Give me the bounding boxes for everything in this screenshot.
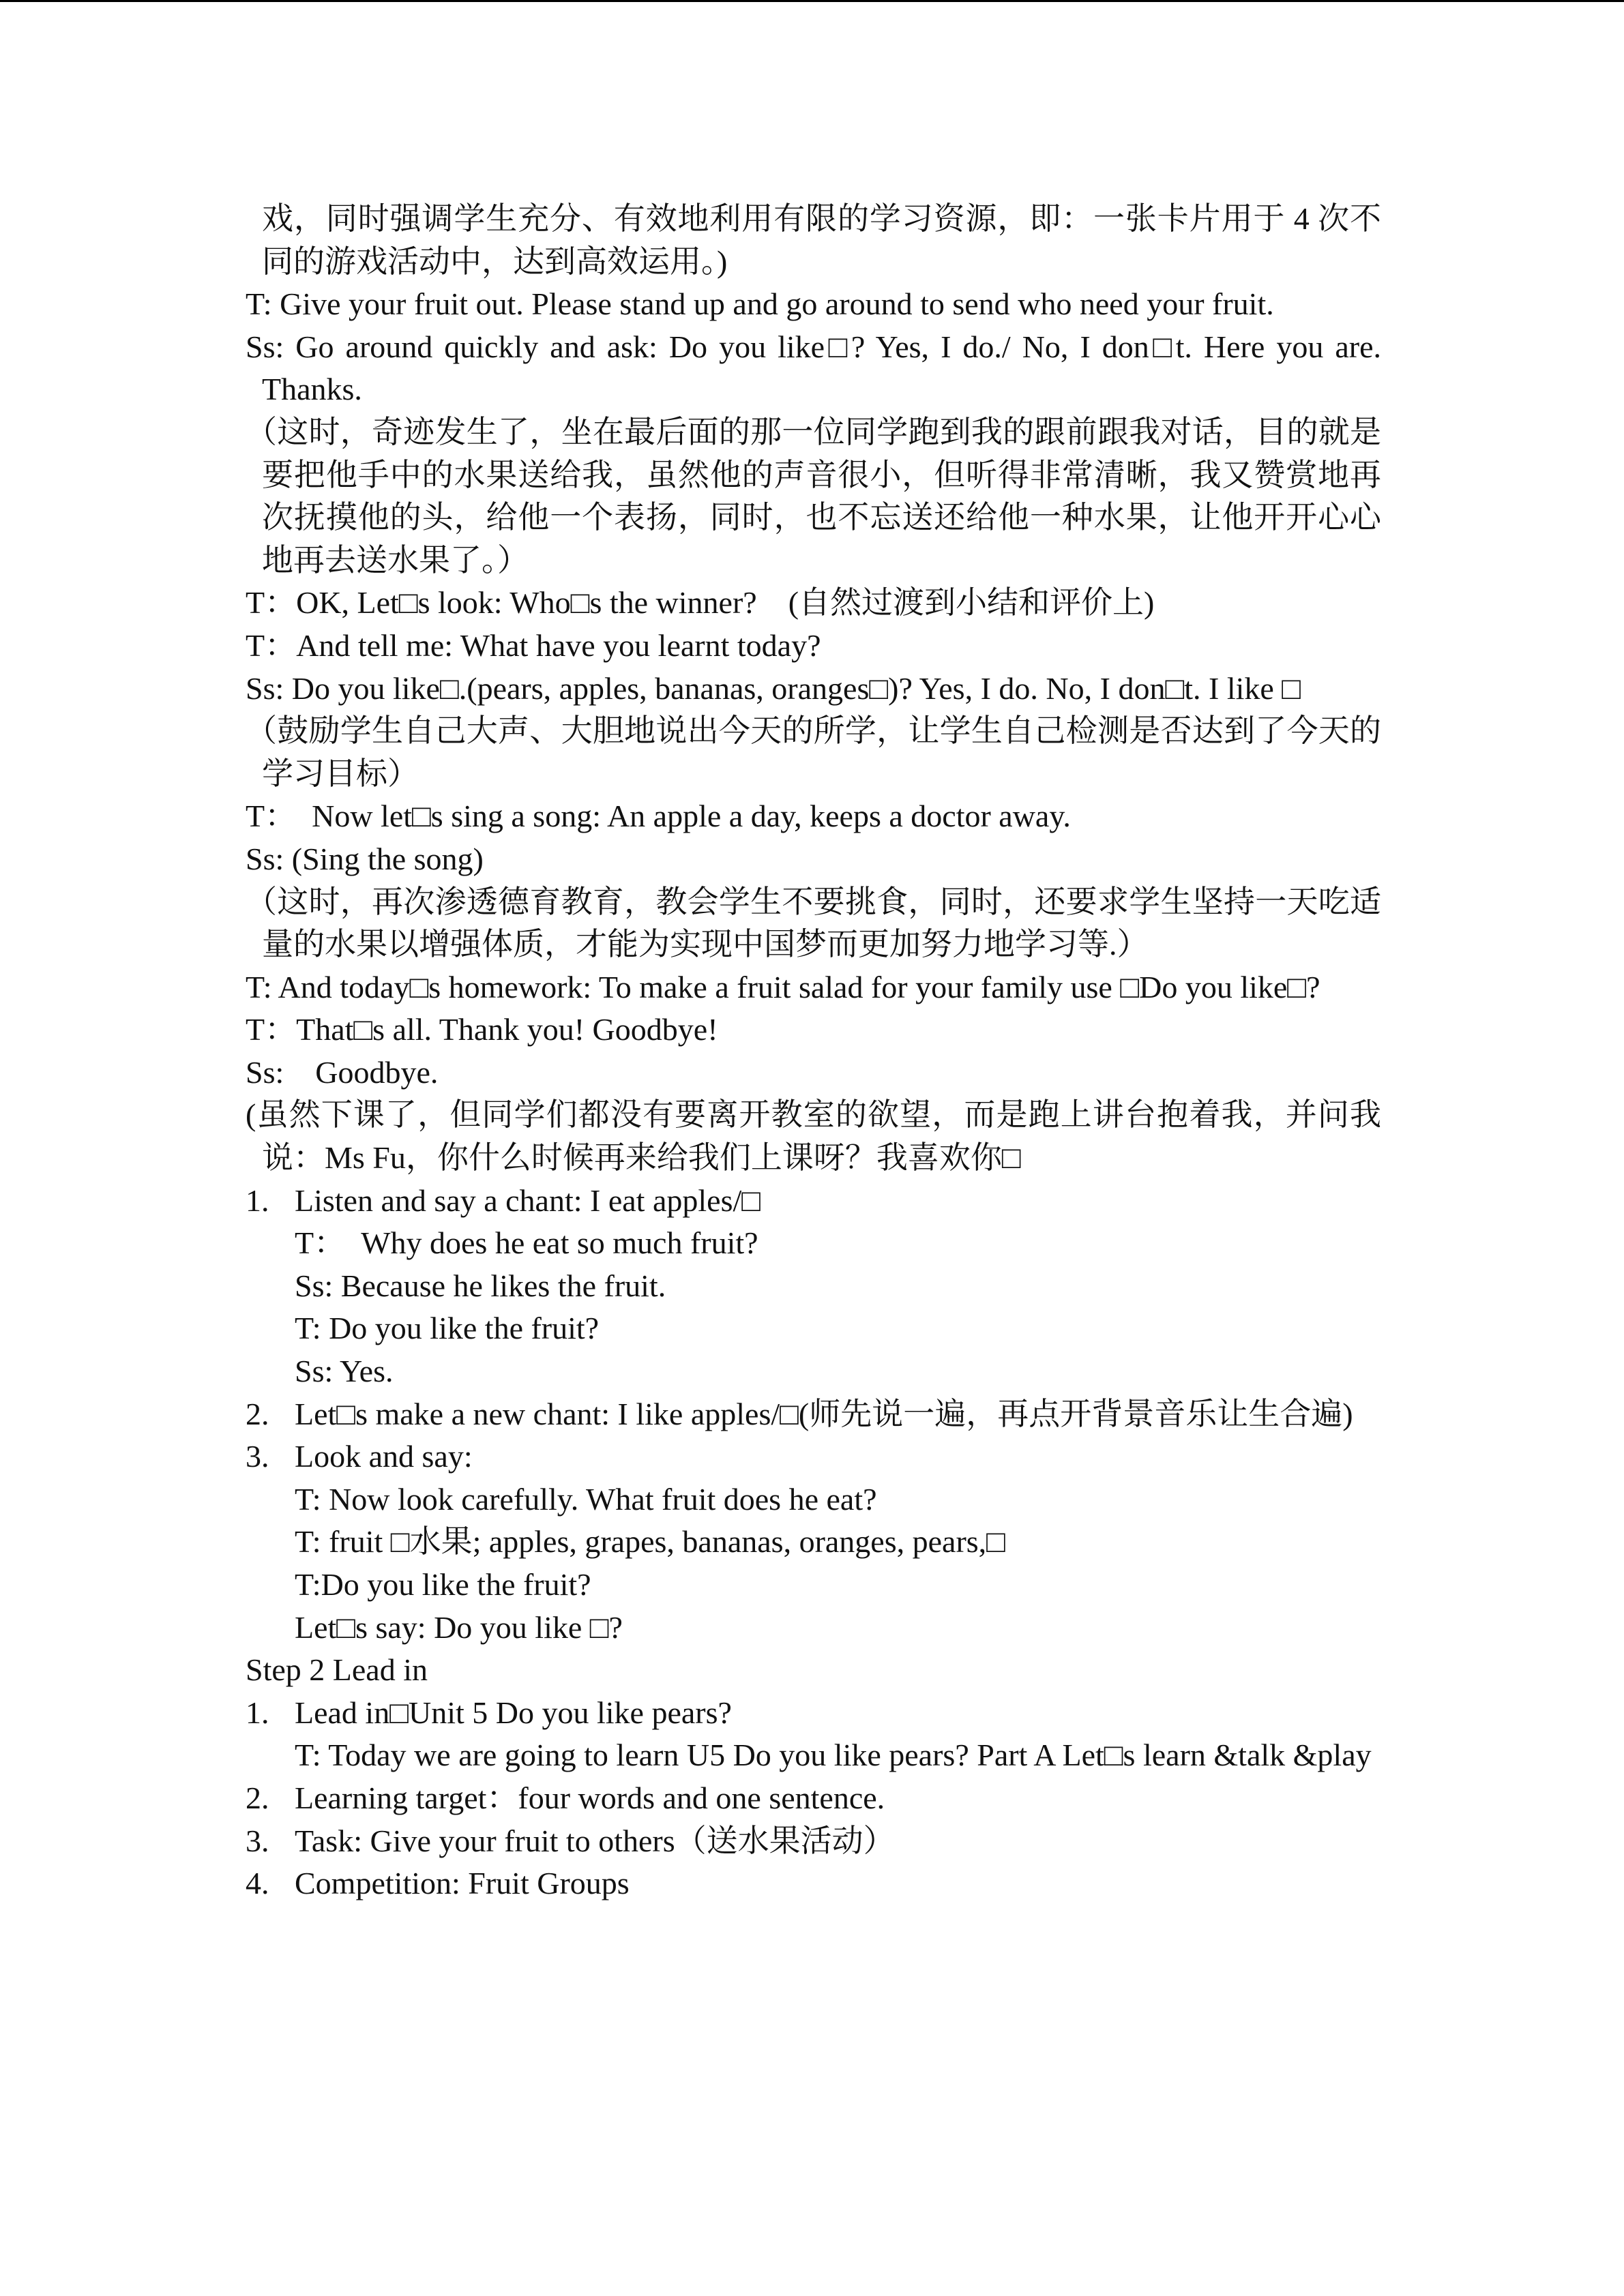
- dialogue-line: Let□s say: Do you like □?: [295, 1609, 623, 1645]
- list-number: 1.: [246, 1182, 269, 1218]
- dialogue-line: T: fruit □水果; apples, grapes, bananas, oranges, pears,□: [295, 1524, 1005, 1560]
- dialogue-line: Ss: Yes.: [295, 1354, 394, 1389]
- teacher-line-winner: T：OK, Let□s look: Who□s the winner? (自然过渡到小结和评价上): [246, 585, 1155, 621]
- list-item: [246, 1862, 1381, 1905]
- top-rule: [0, 0, 1624, 2]
- teacher-line-goodbye: T：That□s all. Thank you! Goodbye!: [246, 1012, 718, 1047]
- paragraph-continuation: 戏，同时强调学生充分、有效地利用有限的学习资源，即：一张卡片用于 4 次不同的游戏活动中，达到高效运用。): [262, 201, 1381, 279]
- list-text: Lead in□Unit 5 Do you like pears?: [295, 1695, 732, 1730]
- list-item: [246, 1820, 1381, 1863]
- students-line-do-you-like: Ss: Do you like□.(pears, apples, bananas, oranges□)? Yes, I do. No, I don□t. I like □: [246, 670, 1301, 706]
- document-page: [246, 198, 1381, 1905]
- list-text: Look and say:: [295, 1439, 473, 1474]
- dialogue-line: T： Why does he eat so much fruit?: [295, 1225, 758, 1261]
- dialogue-line: T:Do you like the fruit?: [295, 1567, 591, 1602]
- note-after-class: (虽然下课了，但同学们都没有要离开教室的欲望，而是跑上讲台抱着我，并问我说：Ms Fu，你什么时候再来给我们上课呀？我喜欢你□: [246, 1097, 1381, 1176]
- list-text: Listen and say a chant: I eat apples/□: [295, 1182, 761, 1218]
- list-number: 4.: [246, 1866, 269, 1901]
- list-item: [246, 1777, 1381, 1820]
- list-item: [246, 1435, 1381, 1478]
- list-item: [246, 1393, 1381, 1436]
- list-item: [246, 1180, 1381, 1223]
- students-line-sing: Ss: (Sing the song): [246, 841, 484, 876]
- dialogue-line: T: Do you like the fruit?: [295, 1311, 600, 1346]
- dialogue-line: T: Today we are going to learn U5 Do you like pears? Part A Let□s learn &talk &play: [295, 1738, 1372, 1773]
- dialogue-line: Ss: Because he likes the fruit.: [295, 1268, 666, 1303]
- list-number: 3.: [246, 1439, 269, 1474]
- teacher-line-song: T： Now let□s sing a song: An apple a day, keeps a doctor away.: [246, 799, 1071, 834]
- list-number: 2.: [246, 1396, 269, 1431]
- students-line-goodbye: Ss: Goodbye.: [246, 1054, 439, 1090]
- list-text: Task: Give your fruit to others（送水果活动）: [295, 1823, 895, 1858]
- dialogue-line: T: Now look carefully. What fruit does he eat?: [295, 1481, 877, 1517]
- list-number: 2.: [246, 1780, 269, 1815]
- note-miracle: （这时，奇迹发生了，坐在最后面的那一位同学跑到我的跟前跟我对话，目的就是要把他手中的水果送给我，虽然他的声音很小，但听得非常清晰，我又赞赏地再次抚摸他的头，给他一个表扬，同时，也不忘送还给他一种水果，让他开开心心地再去送水果了。）: [246, 414, 1381, 578]
- note-moral-education: （这时，再次渗透德育教育，教会学生不要挑食，同时，还要求学生坚持一天吃适量的水果以增强体质，才能为实现中国梦而更加努力地学习等.）: [246, 884, 1381, 962]
- students-line-go-around: Ss: Go around quickly and ask: Do you like□? Yes, I do./ No, I don□t. Here you are. Thanks.: [246, 329, 1381, 407]
- section-heading: Step 2 Lead in: [246, 1652, 428, 1688]
- list-number: 1.: [246, 1695, 269, 1730]
- teacher-line-homework: T: And today□s homework: To make a fruit salad for your family use □Do you like□?: [246, 969, 1320, 1004]
- list-number: 3.: [246, 1823, 269, 1858]
- list-text: Competition: Fruit Groups: [295, 1866, 630, 1901]
- note-encourage: （鼓励学生自己大声、大胆地说出今天的所学，让学生自己检测是否达到了今天的学习目标）: [246, 713, 1381, 791]
- list-text: Learning target：four words and one sentence.: [295, 1780, 885, 1815]
- teacher-line-learnt: T：And tell me: What have you learnt today?: [246, 627, 821, 663]
- teacher-line-give-fruit: T: Give your fruit out. Please stand up and go around to send who need your fruit.: [246, 286, 1274, 322]
- list-text: Let□s make a new chant: I like apples/□(师先说一遍，再点开背景音乐让生合遍): [295, 1396, 1353, 1431]
- list-item: [246, 1692, 1381, 1735]
